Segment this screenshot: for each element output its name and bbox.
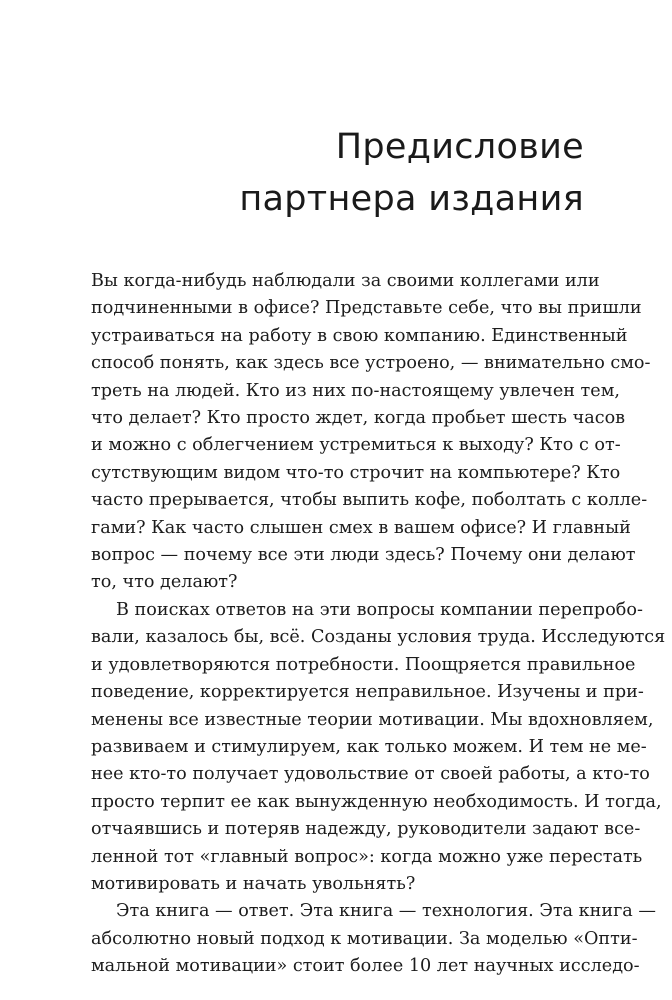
text-line: треть на людей. Кто из них по-настоящему увлечен тем, [91,380,620,401]
text-line: отчаявшись и потеряв надежду, руководители задают все- [91,819,641,840]
text-line: что делает? Кто просто ждет, когда пробьет шесть часов [91,408,626,429]
text-line: просто терпит ее как вынужденную необходимость. И тогда, [91,791,662,812]
text-line: вопрос — почему все эти люди здесь? Почему они делают [91,545,636,566]
text-line: сутствующим видом что-то строчит на компьютере? Кто [91,462,621,483]
text-line: подчиненными в офисе? Представьте себе, что вы пришли [91,298,642,319]
text-line: то, что делают? [91,572,238,593]
chapter-title [239,121,584,225]
text-line: часто прерывается, чтобы выпить кофе, поболтать с колле- [91,490,648,511]
text-line: гами? Как часто слышен смех в вашем офисе? И главный [91,517,631,538]
text-line: вали, казалось бы, всё. Созданы условия труда. Исследуются [91,627,666,648]
chapter-title-line-2: партнера издания [239,179,584,220]
text-line: менены все известные теории мотивации. Мы вдохновляем, [91,709,654,730]
body-text [91,268,666,981]
text-line: мальной мотивации» стоит более 10 лет научных исследо- [91,956,640,977]
text-line: нее кто-то получает удовольствие от своей работы, а кто-то [91,764,650,785]
text-line: и можно с облегчением устремиться к выходу? Кто с от- [91,435,621,456]
text-line: мотивировать и начать увольнять? [91,873,416,894]
chapter-title-line-1: Предисловие [335,127,584,168]
text-line: и удовлетворяются потребности. Поощряется правильное [91,654,636,675]
text-line: Эта книга — ответ. Эта книга — технология. Эта книга — [116,901,656,922]
text-line: Вы когда-нибудь наблюдали за своими коллегами или [91,271,600,291]
text-line: устраиваться на работу в свою компанию. Единственный [91,325,628,346]
text-line: поведение, корректируется неправильное. Изучены и при- [91,682,644,703]
text-line: абсолютно новый подход к мотивации. За моделью «Опти- [91,928,638,949]
text-line: В поисках ответов на эти вопросы компании перепробо- [116,599,643,620]
text-line: ленной тот «главный вопрос»: когда можно уже перестать [91,846,643,867]
text-line: способ понять, как здесь все устроено, — внимательно смо- [91,353,651,374]
text-line: развиваем и стимулируем, как только можем. И тем не ме- [91,736,647,757]
